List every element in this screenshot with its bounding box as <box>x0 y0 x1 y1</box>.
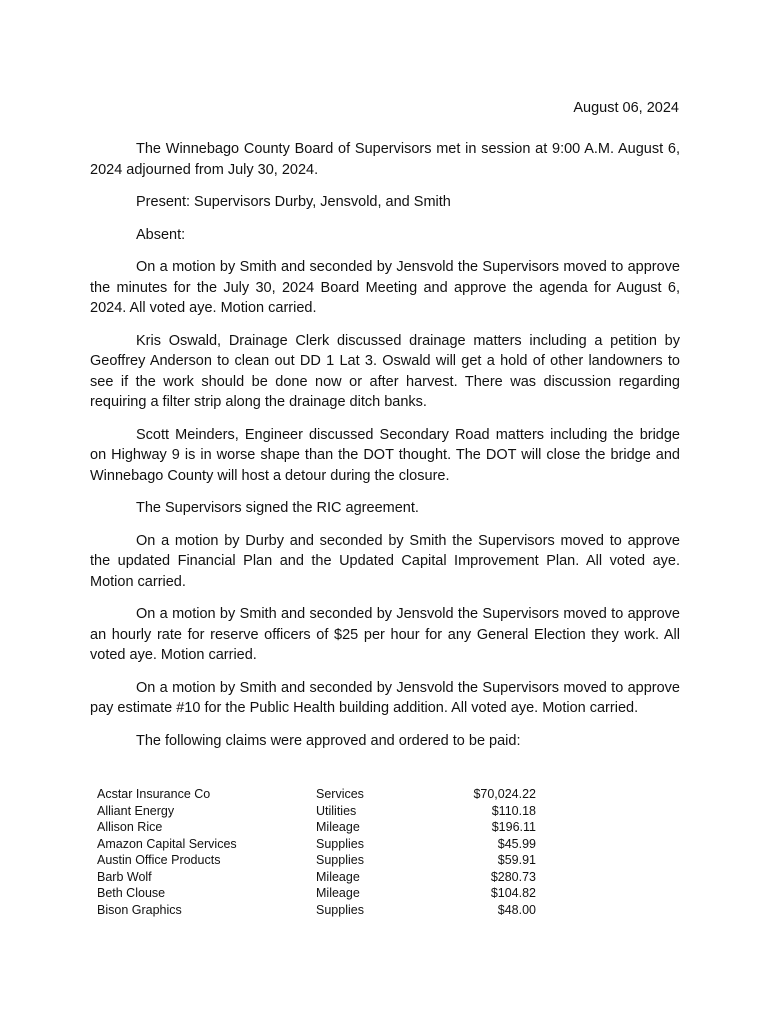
paragraph-absent: Absent: <box>136 226 186 243</box>
claim-category: Mileage <box>316 886 360 900</box>
paragraph-minutes-motion: On a motion by Smith and seconded by Jensvold the Supervisors moved to approve the minutes for the July 30, 2024 Board Meeting and approve the agenda for August 6, 2024. All voted aye. Motion carried. <box>90 259 680 316</box>
claim-amount: $196.11 <box>491 820 536 834</box>
table-row <box>97 803 536 820</box>
claim-amount: $48.00 <box>497 902 536 917</box>
table-row <box>97 836 536 853</box>
table-row <box>97 885 536 902</box>
table-row <box>97 852 536 869</box>
table-row <box>97 869 536 886</box>
claim-category: Mileage <box>316 820 360 834</box>
claim-vendor: Barb Wolf <box>97 869 152 884</box>
claim-vendor: Allison Rice <box>97 820 163 834</box>
paragraph-present: Present: Supervisors Durby, Jensvold, and Smith <box>136 194 451 210</box>
table-row <box>97 786 536 803</box>
claim-category: Services <box>316 787 364 801</box>
paragraph-reserve-officers: On a motion by Smith and seconded by Jensvold the Supervisors moved to approve an hourly rate for reserve officers of $25 per hour for any General Election they work. All voted aye. Motion carried. <box>90 606 680 663</box>
paragraph-ric-agreement: The Supervisors signed the RIC agreement. <box>136 500 419 516</box>
table-row <box>97 819 536 836</box>
paragraph-session: The Winnebago County Board of Supervisors met in session at 9:00 A.M. August 6, 2024 adjourned from July 30, 2024. <box>90 141 680 178</box>
meeting-date: August 06, 2024 <box>573 100 679 116</box>
paragraph-secondary-road: Scott Meinders, Engineer discussed Secondary Road matters including the bridge on Highway 9 is in worse shape than the DOT thought. The DOT will close the bridge and Winnebago County will host a detour during the closure. <box>90 426 680 484</box>
claim-amount: $104.82 <box>490 886 536 900</box>
claim-vendor: Bison Graphics <box>97 902 182 917</box>
claim-category: Supplies <box>316 853 364 867</box>
claim-vendor: Acstar Insurance Co <box>97 787 211 801</box>
claim-amount: $110.18 <box>491 803 536 818</box>
claim-amount: $280.73 <box>490 869 536 884</box>
paragraph-claims-intro: The following claims were approved and ordered to be paid: <box>136 732 521 749</box>
claim-vendor: Beth Clouse <box>97 886 166 900</box>
claim-category: Utilities <box>316 803 357 818</box>
claim-amount: $45.99 <box>497 836 536 851</box>
claim-category: Supplies <box>316 836 364 851</box>
paragraph-financial-plan: On a motion by Durby and seconded by Smith the Supervisors moved to approve the updated Financial Plan and the Updated Capital Improvement Plan. All voted aye. Motion carried. <box>90 532 680 590</box>
paragraph-pay-estimate: On a motion by Smith and seconded by Jensvold the Supervisors moved to approve pay estimate #10 for the Public Health building addition. All voted aye. Motion carried. <box>90 679 680 716</box>
minutes-body <box>90 139 680 763</box>
claim-amount: $59.91 <box>497 853 536 867</box>
claim-category: Mileage <box>316 869 360 884</box>
claim-category: Supplies <box>316 902 364 917</box>
table-row <box>97 902 536 919</box>
claim-amount: $70,024.22 <box>473 787 536 801</box>
claims-table <box>97 786 536 918</box>
claim-vendor: Amazon Capital Services <box>97 836 237 851</box>
claim-vendor: Alliant Energy <box>97 803 175 818</box>
paragraph-drainage: Kris Oswald, Drainage Clerk discussed drainage matters including a petition by Geoffrey Anderson to clean out DD 1 Lat 3. Oswald will get a hold of other landowners to see if the work should be done now or after harvest. There was discussion regarding requiring a filter strip along the drainage ditch banks. <box>90 332 680 410</box>
claim-vendor: Austin Office Products <box>97 853 221 867</box>
